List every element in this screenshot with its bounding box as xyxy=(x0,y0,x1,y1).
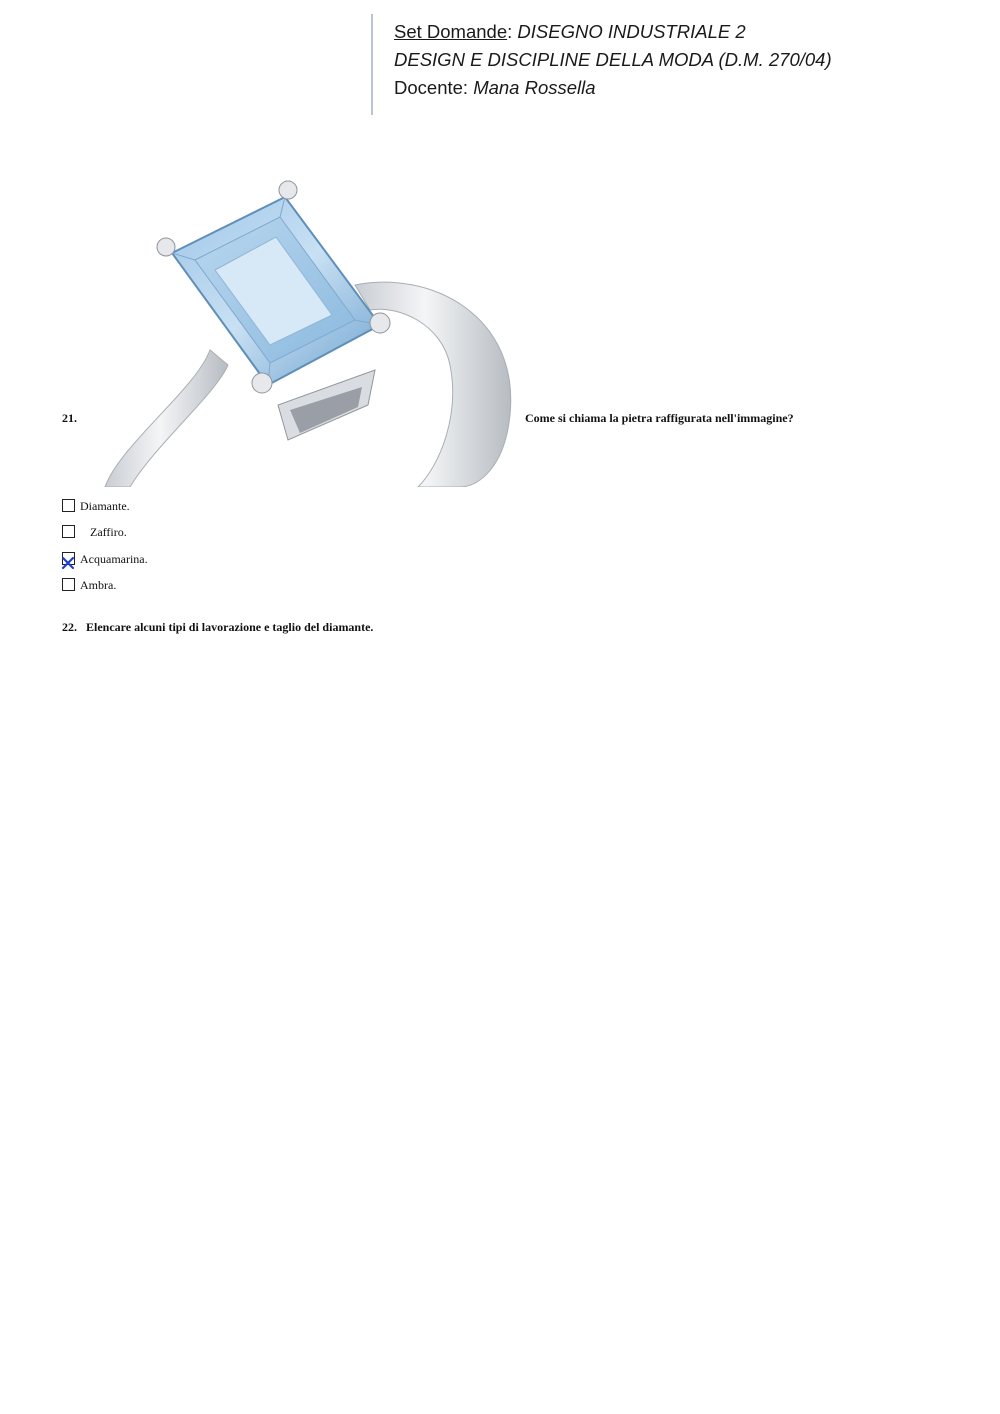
check-mark-icon xyxy=(61,556,75,570)
question-22-number: 22. xyxy=(62,620,77,634)
option-label: Ambra. xyxy=(80,578,117,592)
checkbox[interactable] xyxy=(62,499,75,512)
checkbox[interactable] xyxy=(62,525,75,538)
document-header xyxy=(371,14,832,115)
set-label: Set Domande xyxy=(394,21,508,42)
option-label: Zaffiro. xyxy=(90,525,127,539)
teacher-label: Docente: xyxy=(394,77,474,98)
option-label: Acquamarina. xyxy=(80,552,148,566)
teacher-name: Mana Rossella xyxy=(473,77,596,98)
course-title: DISEGNO INDUSTRIALE 2 xyxy=(517,21,746,42)
course-program: DESIGN E DISCIPLINE DELLA MODA (D.M. 270/04) xyxy=(394,49,832,70)
header-teacher-line xyxy=(394,77,596,99)
option-label: Diamante. xyxy=(80,499,130,513)
set-colon: : xyxy=(507,21,518,42)
checkbox[interactable] xyxy=(62,578,75,591)
ring-image xyxy=(100,175,530,487)
question-21-number: 21. xyxy=(62,411,77,425)
question-22 xyxy=(62,620,373,635)
header-course-line xyxy=(394,21,746,43)
question-22-text: Elencare alcuni tipi di lavorazione e taglio del diamante. xyxy=(86,620,374,634)
question-21-text: Come si chiama la pietra raffigurata nell'immagine? xyxy=(525,411,794,425)
